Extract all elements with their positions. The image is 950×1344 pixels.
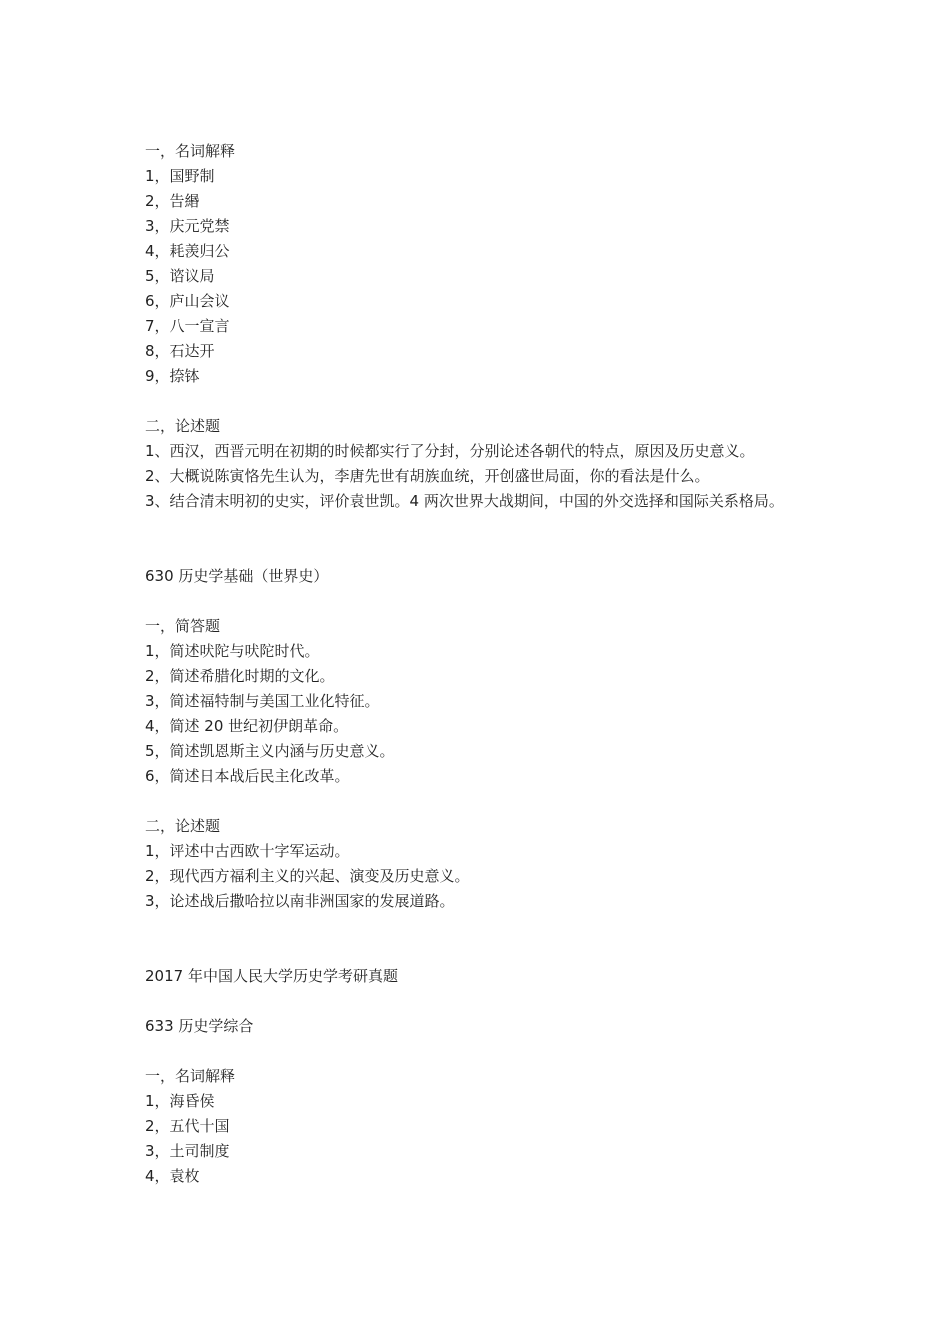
list-item: 5，简述凯恩斯主义内涵与历史意义。	[145, 742, 395, 760]
list-item: 4，袁枚	[145, 1167, 200, 1185]
list-item: 4，简述 20 世纪初伊朗革命。	[145, 717, 349, 735]
list-item: 2、大概说陈寅恪先生认为，李唐先世有胡族血统，开创盛世局面，你的看法是什么。	[145, 467, 710, 485]
list-item: 1，简述吠陀与吠陀时代。	[145, 642, 320, 660]
list-item: 1，国野制	[145, 167, 215, 185]
spacer	[145, 1039, 825, 1064]
section-heading: 一，简答题	[145, 617, 221, 635]
list-item: 1、西汉，西晋元明在初期的时候都实行了分封，分别论述各朝代的特点，原因及历史意义。	[145, 442, 755, 460]
list-item: 2，告緡	[145, 192, 200, 210]
list-item: 3，论述战后撒哈拉以南非洲国家的发展道路。	[145, 892, 455, 910]
list-item: 6，简述日本战后民主化改革。	[145, 767, 350, 785]
document-page	[145, 139, 825, 1189]
list-item: 1，评述中古西欧十字军运动。	[145, 842, 350, 860]
list-item: 7，八一宣言	[145, 317, 230, 335]
section-heading: 一，名词解释	[145, 142, 236, 160]
exam-subtitle: 633 历史学综合	[145, 1017, 254, 1035]
spacer	[145, 514, 825, 564]
list-item: 4，耗羡归公	[145, 242, 230, 260]
exam-title: 2017 年中国人民大学历史学考研真题	[145, 967, 398, 985]
spacer	[145, 914, 825, 964]
list-item: 2，简述希腊化时期的文化。	[145, 667, 335, 685]
list-item: 2，五代十国	[145, 1117, 230, 1135]
list-item: 3、结合清末明初的史实，评价袁世凯。4 两次世界大战期间，中国的外交选择和国际关系格局。	[145, 492, 784, 510]
section-heading: 一，名词解释	[145, 1067, 236, 1085]
list-item: 9，捺钵	[145, 367, 200, 385]
spacer	[145, 389, 825, 414]
list-item: 1，海昏侯	[145, 1092, 215, 1110]
spacer	[145, 989, 825, 1014]
exam-title: 630 历史学基础（世界史）	[145, 567, 329, 585]
list-item: 5，谘议局	[145, 267, 215, 285]
list-item: 3，简述福特制与美国工业化特征。	[145, 692, 380, 710]
list-item: 6，庐山会议	[145, 292, 230, 310]
list-item: 3，土司制度	[145, 1142, 230, 1160]
list-item: 8，石达开	[145, 342, 215, 360]
list-item: 3，庆元党禁	[145, 217, 230, 235]
spacer	[145, 589, 825, 614]
spacer	[145, 789, 825, 814]
list-item: 2，现代西方福利主义的兴起、演变及历史意义。	[145, 867, 470, 885]
section-heading: 二，论述题	[145, 817, 221, 835]
section-heading: 二，论述题	[145, 417, 221, 435]
